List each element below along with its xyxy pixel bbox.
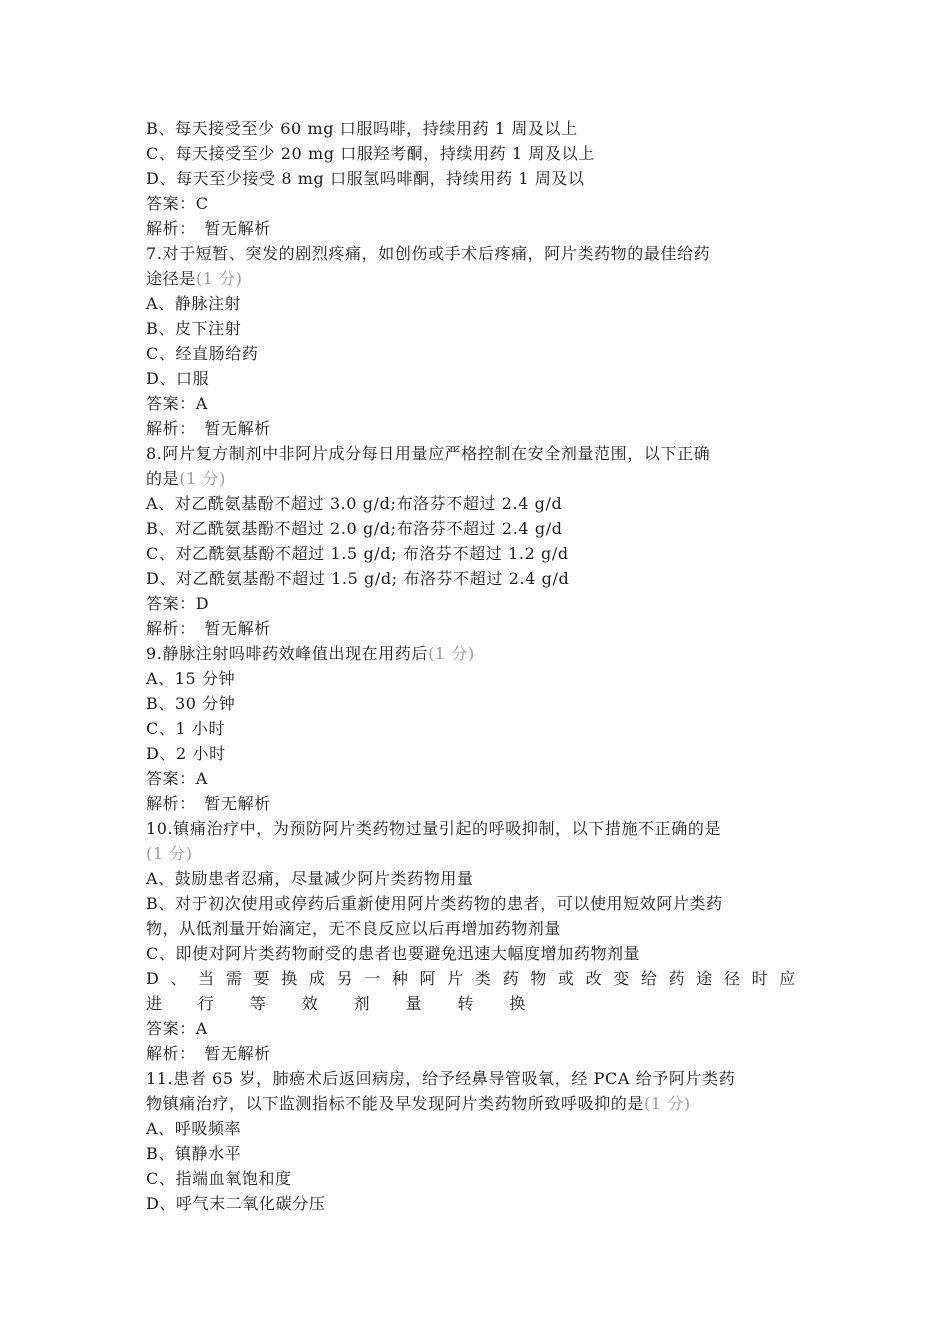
text-line [146,1141,810,1166]
line-text: B、每天接受至少 60 mg 口服吗啡，持续用药 1 周及以上 [146,119,578,138]
spread-char: 当 [198,969,215,988]
text-line [146,766,810,791]
text-line [146,391,810,416]
text-line [146,366,810,391]
line-text: B、30 分钟 [146,694,236,713]
spread-char: 量 [405,994,423,1013]
spread-char: 药 [668,969,686,988]
text-line [146,941,810,966]
score-label: (1 分) [644,1094,691,1113]
spread-char: 效 [301,994,319,1013]
spread-text [146,966,796,991]
text-line [146,566,810,591]
spread-char: 等 [249,994,267,1013]
line-text: D、呼气末二氧化碳分压 [146,1194,326,1213]
line-text: C、即使对阿片类药物耐受的患者也要避免迅速大幅度增加药物剂量 [146,944,641,963]
line-text: C、对乙酰氨基酚不超过 1.5 g/d; 布洛芬不超过 1.2 g/d [146,544,569,563]
text-line [146,241,810,266]
line-text: A、鼓励患者忍痛，尽量减少阿片类药物用量 [146,869,474,888]
text-line [146,1166,810,1191]
spread-char: 药 [502,969,520,988]
line-text: D、每天至少接受 8 mg 口服氢吗啡酮，持续用药 1 周及以 [146,169,585,188]
spread-char: 变 [613,969,630,988]
text-line [146,916,810,941]
line-text: C、1 小时 [146,719,226,738]
line-text: D、口服 [146,369,210,388]
score-label: (1 分) [428,644,475,663]
text-line [146,116,810,141]
spread-char: 给 [640,969,658,988]
spread-char: 改 [585,969,603,988]
text-line [146,966,810,991]
text-line [146,1116,810,1141]
line-text: 答案：D [146,594,210,613]
spread-char: 时 [751,969,769,988]
text-line [146,991,810,1016]
text-line [146,1041,810,1066]
score-label: (1 分) [179,469,226,488]
line-text: 途径是 [146,269,196,288]
text-line [146,441,810,466]
line-text: 解析： 暂无解析 [146,794,271,813]
line-text: B、对于初次使用或停药后重新使用阿片类药物的患者，可以使用短效阿片类药 [146,894,723,913]
text-line [146,266,810,291]
text-line [146,416,810,441]
line-text: C、每天接受至少 20 mg 口服羟考酮，持续用药 1 周及以上 [146,144,595,163]
text-line [146,341,810,366]
text-line [146,841,810,866]
spread-char: 途 [696,969,713,988]
text-line [146,291,810,316]
text-line [146,491,810,516]
line-text: 9.静脉注射吗啡药效峰值出现在用药后 [146,644,429,663]
text-line [146,891,810,916]
text-line [146,666,810,691]
line-text: A、呼吸频率 [146,1119,242,1138]
text-line [146,641,810,666]
line-text: A、对乙酰氨基酚不超过 3.0 g/d;布洛芬不超过 2.4 g/d [146,494,563,513]
spread-char: 剂 [353,994,371,1013]
line-text: 解析： 暂无解析 [146,219,271,238]
text-line [146,516,810,541]
line-text: D、2 小时 [146,744,226,763]
spread-char: 需 [225,969,243,988]
spread-char: 行 [197,994,215,1013]
text-line [146,1016,810,1041]
spread-char: 阿 [419,969,437,988]
line-text: 的是 [146,469,180,488]
line-text: 答案：A [146,769,208,788]
spread-char: 、 [170,969,188,988]
line-text: C、指端血氧饱和度 [146,1169,292,1188]
spread-char: 或 [557,969,575,988]
text-line [146,166,810,191]
line-text: 物镇痛治疗，以下监测指标不能及早发现阿片类药物所致呼吸抑的是 [146,1094,645,1113]
line-text: 解析： 暂无解析 [146,419,271,438]
line-text: 11.患者 65 岁，肺癌术后返回病房，给予经鼻导管吸氧，经 PCA 给予阿片类药 [146,1069,736,1088]
text-line [146,616,810,641]
line-text: A、静脉注射 [146,294,242,313]
spread-char: 另 [336,969,354,988]
line-text: 8.阿片复方制剂中非阿片成分每日用量应严格控制在安全剂量范围，以下正确 [146,444,711,463]
line-text: B、对乙酰氨基酚不超过 2.0 g/d;布洛芬不超过 2.4 g/d [146,519,563,538]
line-text: 10.镇痛治疗中，为预防阿片类药物过量引起的呼吸抑制，以下措施不正确的是 [146,819,722,838]
document-page [146,116,810,1216]
text-line [146,1066,810,1091]
line-text: B、皮下注射 [146,319,242,338]
line-text: D、对乙酰氨基酚不超过 1.5 g/d; 布洛芬不超过 2.4 g/d [146,569,570,588]
text-line [146,866,810,891]
spread-char: 要 [253,969,271,988]
text-line [146,791,810,816]
text-line [146,191,810,216]
text-line [146,216,810,241]
spread-char: 一 [364,969,381,988]
line-text: 7.对于短暂、突发的剧烈疼痛，如创伤或手术后疼痛，阿片类药物的最佳给药 [146,244,711,263]
spread-text [146,991,526,1016]
spread-char: 类 [474,969,492,988]
spread-char: 片 [447,969,464,988]
spread-char: 应 [779,969,796,988]
spread-char: 种 [391,969,409,988]
text-line [146,541,810,566]
score-label: (1 分) [146,844,193,863]
text-line [146,1191,810,1216]
spread-char: 径 [723,969,741,988]
text-line [146,816,810,841]
text-line [146,591,810,616]
spread-char: D [146,969,160,988]
spread-char: 进 [146,994,163,1013]
line-text: C、经直肠给药 [146,344,259,363]
text-line [146,141,810,166]
score-label: (1 分) [195,269,243,288]
line-text: 物，从低剂量开始滴定，无不良反应以后再增加药物剂量 [146,919,562,938]
line-text: 解析： 暂无解析 [146,619,271,638]
text-line [146,1091,810,1116]
text-line [146,691,810,716]
line-text: 解析： 暂无解析 [146,1044,271,1063]
text-line [146,716,810,741]
spread-char: 成 [308,969,326,988]
line-text: A、15 分钟 [146,669,236,688]
line-text: B、镇静水平 [146,1144,242,1163]
line-text: 答案：A [146,394,208,413]
line-text: 答案：C [146,194,209,213]
spread-char: 换 [509,994,526,1013]
spread-char: 转 [457,994,475,1013]
text-line [146,466,810,491]
spread-char: 换 [281,969,298,988]
line-text: 答案：A [146,1019,208,1038]
text-line [146,741,810,766]
spread-char: 物 [530,969,547,988]
text-line [146,316,810,341]
